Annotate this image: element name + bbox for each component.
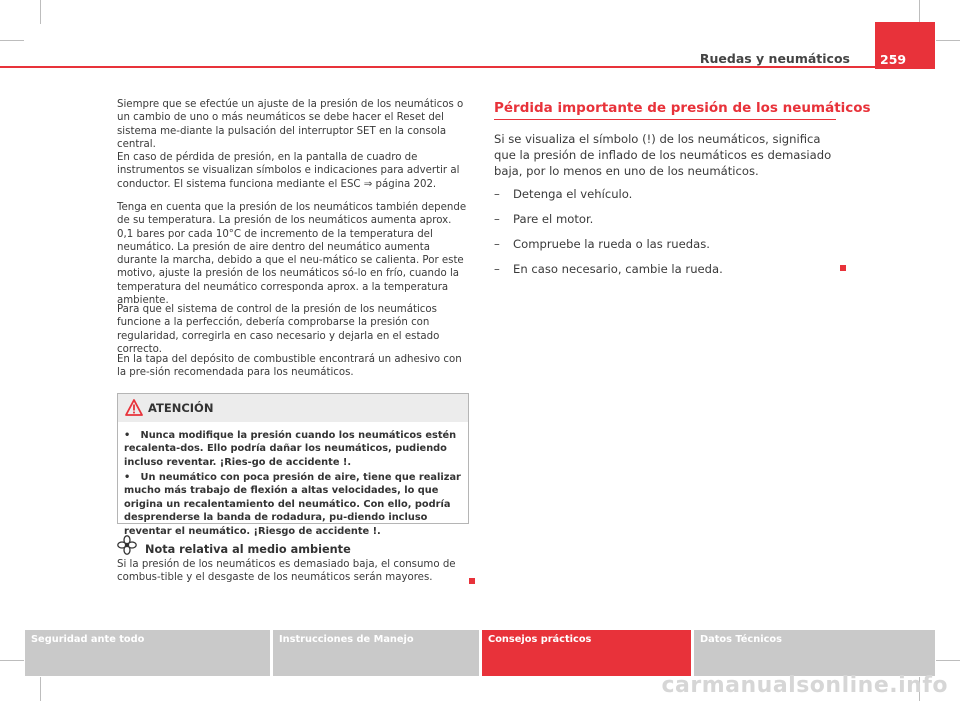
warning-box [117,393,469,537]
step-text: En caso necesario, cambie la rueda. [513,262,723,276]
footer-tab-seguridad[interactable] [25,630,270,676]
footer-tab-label: Consejos prácticos [488,634,592,645]
crop-mark [0,40,24,41]
warning-header [118,394,468,422]
dash: – [494,212,500,226]
warning-triangle-icon [125,399,143,416]
crop-mark [919,0,920,24]
chapter-title: Ruedas y neumáticos [699,51,850,66]
warning-item [124,471,464,538]
step-item [494,261,723,277]
footer-tab-instrucciones[interactable] [273,630,479,676]
paragraph: En la tapa del depósito de combustible encontrará un adhesivo con la pre-sión recomendada para los neumáticos. [117,354,462,379]
warning-item-text: Nunca modifique la presión cuando los neumáticos estén recalenta-dos. Ello podría dañar los neumáticos, pudiendo incluso reventar. ¡Ries-go de accidente !. [124,430,457,468]
warning-item [124,429,464,469]
footer-tab-datos[interactable] [694,630,935,676]
step-item [494,236,710,252]
environment-note-title: Nota relativa al medio ambiente [145,543,351,556]
end-marker [840,265,846,271]
step-item [494,186,632,202]
footer-tab-consejos[interactable] [482,630,691,676]
crop-mark [936,660,960,661]
section-heading: Pérdida importante de presión de los neumáticos [494,100,871,116]
section-intro: Si se visualiza el símbolo (!) de los neumáticos, significa que la presión de inflado de los neumáticos es demasiado baja, por lo menos en uno de los neumáticos. [494,132,832,178]
bullet: • [124,472,131,483]
step-text: Pare el motor. [513,212,594,226]
step-text: Detenga el vehículo. [513,187,633,201]
step-text: Compruebe la rueda o las ruedas. [513,237,710,251]
footer-tab-label: Instrucciones de Manejo [279,634,414,645]
crop-mark [40,677,41,701]
dash: – [494,237,500,251]
bullet: • [124,430,131,441]
watermark: carmanualsonline.info [661,673,948,698]
section-rule [494,119,836,120]
crop-mark [0,660,24,661]
page-number: 259 [880,52,907,67]
footer-tab-label: Seguridad ante todo [31,634,145,645]
paragraph: Tenga en cuenta que la presión de los neumáticos también depende de su temperatura. La presión de los neumáticos aumenta aprox. 0,1 bares por cada 10°C de incremento de la temperatura del neumático. La presión de aire dentro del neumático aumenta durante la marcha, debido a que el neu-mático se calienta. Por este motivo, ajuste la presión de los neumáticos só-lo en frío, cuando la temperatura del neumático corresponda aprox. a la temperatura ambiente. [117,202,467,307]
leaf-icon [117,535,137,555]
paragraph: Para que el sistema de control de la presión de los neumáticos funcione a la perfección, debería comprobarse la presión con regularidad, corregirla en caso necesario y dejarla en el estado correcto. [117,304,440,355]
footer-tab-label: Datos Técnicos [700,634,782,645]
end-marker [469,578,475,584]
crop-mark [40,0,41,24]
paragraph: Siempre que se efectúe un ajuste de la presión de los neumáticos o un cambio de uno o más neumáticos se debe hacer el Reset del sistema me-diante la pulsación del interruptor SET en la consola central. [117,99,464,150]
step-item [494,211,593,227]
dash: – [494,262,500,276]
paragraph: En caso de pérdida de presión, en la pantalla de cuadro de instrumentos se visualizan símbolos e indicaciones para advertir al conductor. El sistema funciona mediante el ESC ⇒ página 202. [117,152,460,190]
dash: – [494,187,500,201]
header-rule [0,66,875,68]
warning-item-text: Un neumático con poca presión de aire, tiene que realizar mucho más trabajo de flexión a altas velocidades, lo que origina un recalentamiento del neumático. Con ello, podría desprenderse la banda de rodadura, pu-diendo incluso reventar el neumático. ¡Riesgo de accidente !. [124,472,461,537]
warning-title: ATENCIÓN [148,401,214,415]
environment-note-text: Si la presión de los neumáticos es demasiado baja, el consumo de combus-tible y el desgaste de los neumáticos serán mayores. [117,559,456,584]
crop-mark [936,40,960,41]
